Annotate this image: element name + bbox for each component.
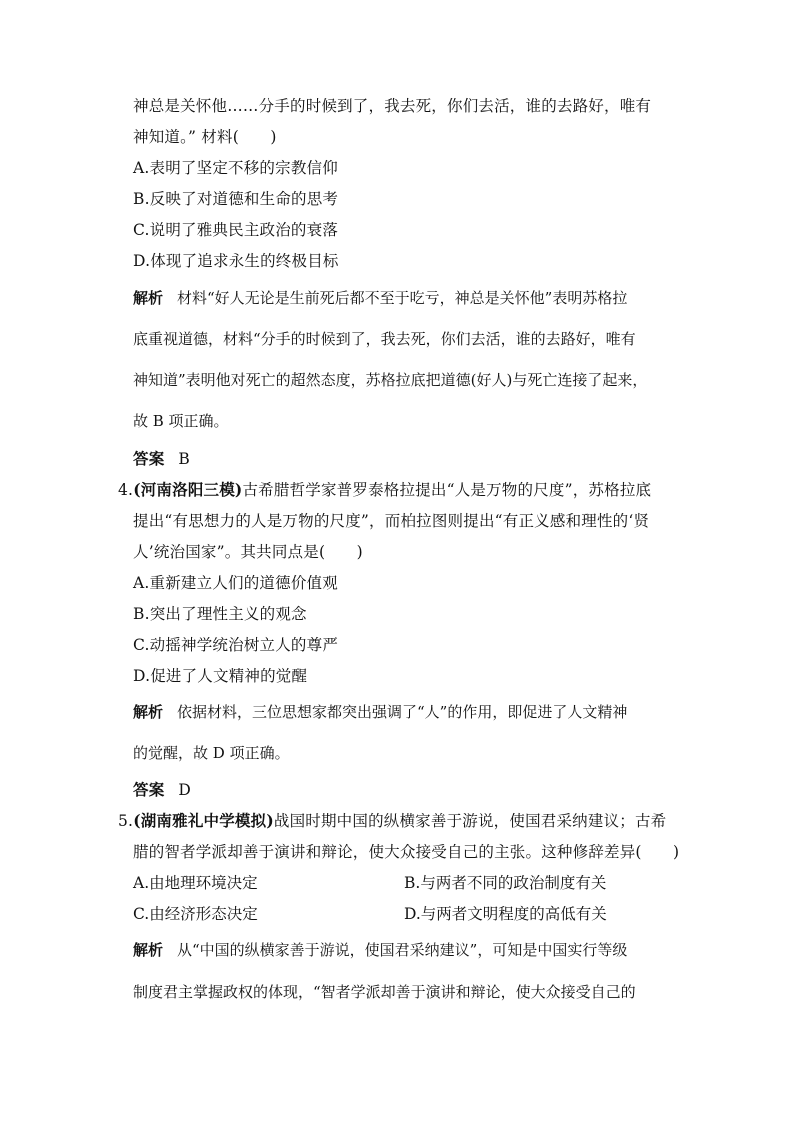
q3-option-d: D.体现了追求永生的终极目标 <box>133 252 339 270</box>
q3-answer <box>133 449 190 469</box>
q4-option-d: D.促进了人文精神的觉醒 <box>133 667 308 685</box>
q5-option-c: C.由经济形态决定 <box>133 905 258 923</box>
q3-analysis-line: 神知道”表明他对死亡的超然态度，苏格拉底把道德(好人)与死亡连接了起来， <box>133 371 648 389</box>
q5-option-b: B.与两者不同的政治制度有关 <box>404 874 607 892</box>
q3-stem-line: 神知道。” 材料( ) <box>133 128 277 146</box>
question-stem: 古希腊哲学家普罗泰格拉提出“人是万物的尺度”，苏格拉底 <box>242 481 652 499</box>
analysis-text: 从“中国的纵横家善于游说，使国君采纳建议”，可知是中国实行等级 <box>177 941 628 959</box>
q4-analysis-line: 的觉醒，故 D 项正确。 <box>133 744 290 762</box>
question-number: 5. <box>118 812 134 830</box>
answer-value: D <box>178 781 192 799</box>
q5-analysis-line <box>133 940 627 960</box>
q3-analysis-line: 故 B 项正确。 <box>133 412 229 430</box>
analysis-label: 解析 <box>133 941 164 959</box>
q3-stem-line: 神总是关怀他……分手的时候到了，我去死，你们去活，谁的去路好，唯有 <box>133 97 652 115</box>
question-source: (河南洛阳三模) <box>133 480 243 499</box>
q4-stem-line <box>118 480 651 500</box>
q4-stem-line: 人’统治国家”。其共同点是( ) <box>133 543 363 561</box>
answer-label: 答案 <box>133 449 165 468</box>
q3-analysis-line <box>133 288 627 308</box>
q5-stem-line <box>118 811 666 831</box>
q4-stem-line: 提出“有思想力的人是万物的尺度”，而柏拉图则提出“有正义感和理性的‘贤 <box>133 512 650 530</box>
answer-value: B <box>178 450 190 468</box>
q4-answer <box>133 780 191 800</box>
q4-option-c: C.动摇神学统治树立人的尊严 <box>133 636 339 654</box>
q3-option-c: C.说明了雅典民主政治的衰落 <box>133 221 339 239</box>
question-stem: 战国时期中国的纵横家善于游说，使国君采纳建议；古希 <box>273 812 667 830</box>
q5-stem-line: 腊的智者学派却善于演讲和辩论，使大众接受自己的主张。这种修辞差异( ) <box>133 843 680 861</box>
q4-option-a: A.重新建立人们的道德价值观 <box>133 574 338 592</box>
analysis-label: 解析 <box>133 703 164 721</box>
q5-option-d: D.与两者文明程度的高低有关 <box>404 905 607 923</box>
q4-analysis-line <box>133 702 627 722</box>
analysis-text: 材料“好人无论是生前死后都不至于吃亏，神总是关怀他”表明苏格拉 <box>177 289 628 307</box>
q5-option-a: A.由地理环境决定 <box>133 874 258 892</box>
q3-analysis-line: 底重视道德，材料“分手的时候到了，我去死，你们去活，谁的去路好，唯有 <box>133 330 636 348</box>
analysis-text: 依据材料，三位思想家都突出强调了“人”的作用，即促进了人文精神 <box>177 703 628 721</box>
question-number: 4. <box>118 481 134 499</box>
q4-option-b: B.突出了理性主义的观念 <box>133 605 307 623</box>
q3-option-a: A.表明了坚定不移的宗教信仰 <box>133 159 338 177</box>
answer-label: 答案 <box>133 780 165 799</box>
q3-option-b: B.反映了对道德和生命的思考 <box>133 190 339 208</box>
analysis-label: 解析 <box>133 289 164 307</box>
q5-analysis-line: 制度君主掌握政权的体现，“智者学派却善于演讲和辩论，使大众接受自己的 <box>133 983 636 1001</box>
question-source: (湖南雅礼中学模拟) <box>133 811 274 830</box>
